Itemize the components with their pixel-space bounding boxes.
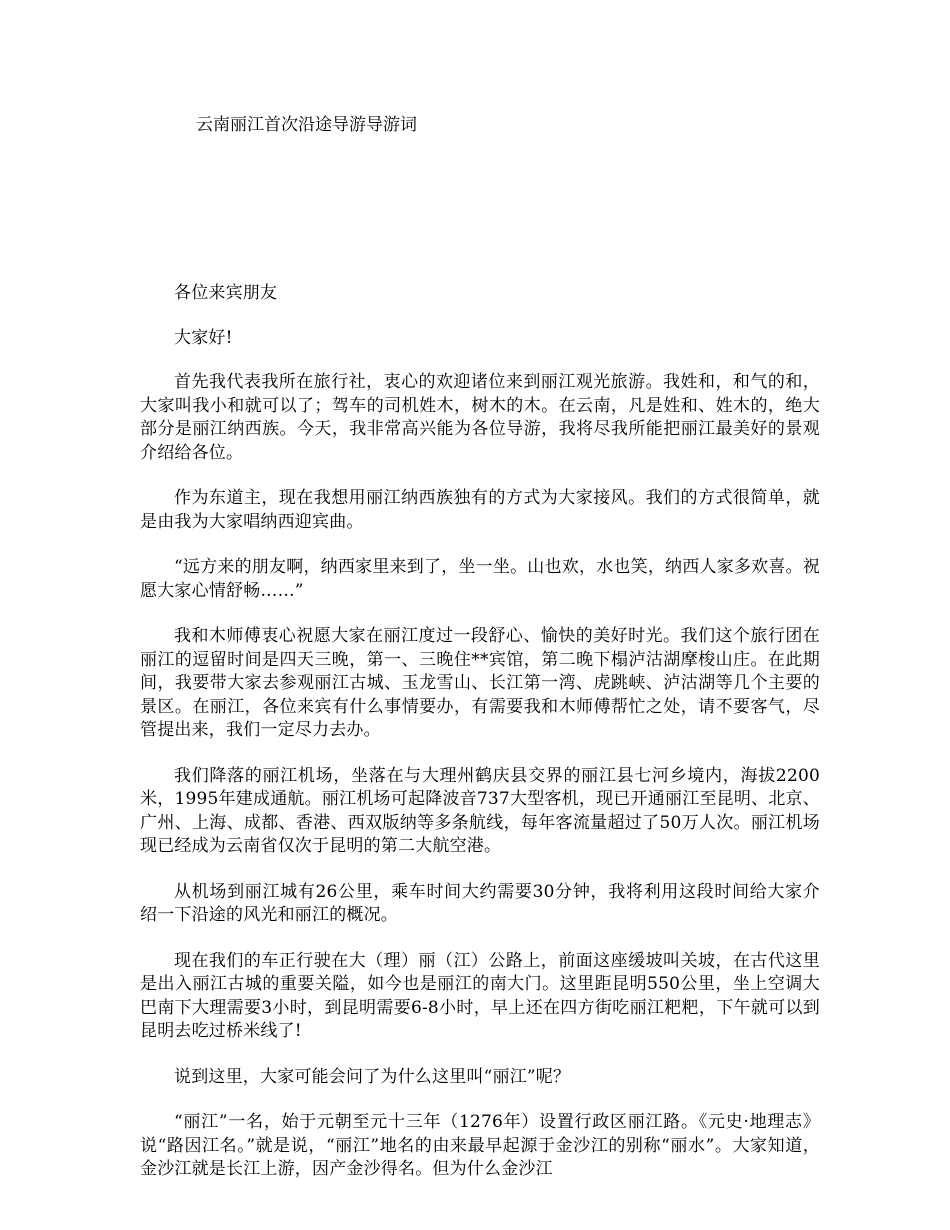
paragraph-host-song: 作为东道主，现在我想用丽江纳西族独有的方式为大家接风。我们的方式很简单，就是由我为大家唱纳西迎宾曲。 <box>140 488 820 532</box>
paragraph-question: 说到这里，大家可能会问了为什么这里叫“丽江”呢？ <box>174 1066 571 1087</box>
document-body <box>140 282 820 1204</box>
paragraph-song-lyrics: “远方来的朋友啊，纳西家里来到了，坐一坐。山也欢，水也笑，纳西人家多欢喜。祝愿大家心情舒畅……” <box>140 557 820 601</box>
paragraph-itinerary: 我和木师傅衷心祝愿大家在丽江度过一段舒心、愉快的美好时光。我们这个旅行团在丽江的逗留时间是四天三晚，第一、三晚住**宾馆，第二晚下榻泸沽湖摩梭山庄。在此期间，我要带大家去参观丽江古城、玉龙雪山、长江第一湾、虎跳峡、泸沽湖等几个主要的景区。在丽江，各位来宾有什么事情要办，有需要我和木师傅帮忙之处，请不要客气，尽管提出来，我们一定尽力去办。 <box>140 626 820 740</box>
paragraph-guanpo: 现在我们的车正行驶在大（理）丽（江）公路上，前面这座缓坡叫关坡，在古代这里是出入丽江古城的重要关隘，如今也是丽江的南大门。这里距昆明550公里，坐上空调大巴南下大理需要3小时，到昆明需要6-8小时，早上还在四方街吃丽江粑粑，下午就可以到昆明去吃过桥米线了! <box>140 950 820 1041</box>
document-title: 云南丽江首次沿途导游导游词 <box>196 115 417 135</box>
paragraph-greeting: 各位来宾朋友 <box>174 283 278 303</box>
paragraph-distance: 从机场到丽江城有26公里，乘车时间大约需要30分钟，我将利用这段时间给大家介绍一下沿途的风光和丽江的概况。 <box>140 881 820 925</box>
paragraph-hello: 大家好! <box>174 327 233 348</box>
paragraph-name-origin: “丽江”一名，始于元朝至元十三年（1276年）设置行政区丽江路。《元史·地理志》说“路因江名。”就是说，“丽江”地名的由来最早起源于金沙江的别称“丽水”。大家知道，金沙江就是长江上游，因产金沙得名。但为什么金沙江 <box>140 1112 820 1179</box>
paragraph-airport: 我们降落的丽江机场，坐落在与大理州鹤庆县交界的丽江县七河乡境内，海拔2200米，1995年建成通航。丽江机场可起降波音737大型客机，现已开通丽江至昆明、北京、广州、上海、成都、香港、西双版纳等多条航线，每年客流量超过了50万人次。丽江机场现已经成为云南省仅次于昆明的第二大航空港。 <box>140 765 820 856</box>
paragraph-welcome: 首先我代表我所在旅行社，衷心的欢迎诸位来到丽江观光旅游。我姓和，和气的和，大家叫我小和就可以了；驾车的司机姓木，树木的木。在云南，凡是姓和、姓木的，绝大部分是丽江纳西族。今天，我非常高兴能为各位导游，我将尽我所能把丽江最美好的景观介绍给各位。 <box>140 372 820 463</box>
